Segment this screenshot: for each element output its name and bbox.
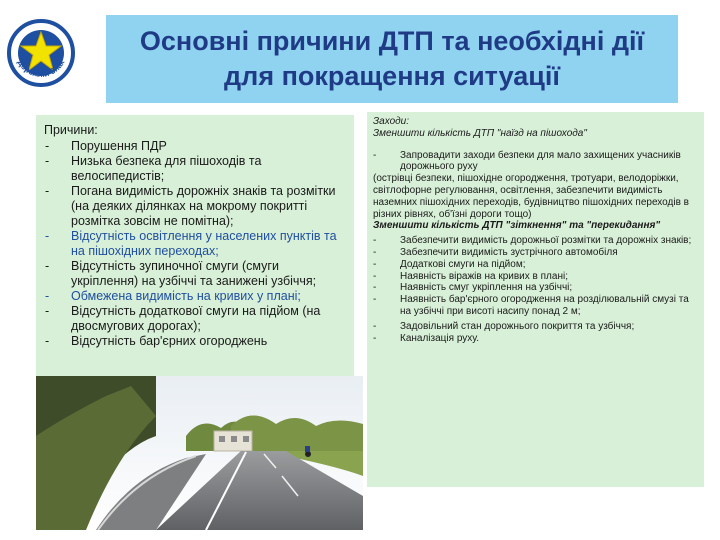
measures-heading: Заходи: bbox=[373, 116, 410, 127]
measures-panel bbox=[367, 112, 704, 487]
logo-text: Дорожній Знак bbox=[15, 58, 67, 79]
logo bbox=[6, 18, 76, 88]
measure-item: - Каналізація руху. bbox=[373, 332, 480, 344]
measure-item: - Наявність бар'єрного огородження на розділювальній смузі та на узбіччі при висоті насипу понад 2 м; bbox=[373, 294, 689, 317]
cause-item: - Відсутність освітлення у населених пунктів та на пішохідних переходах; bbox=[45, 229, 337, 258]
measure-item: - Задовільний стан дорожнього покриття та узбіччя; bbox=[373, 320, 635, 332]
measures-subheading-pedestrian: Зменшити кількість ДТП "наїзд на пішохода" bbox=[373, 127, 587, 139]
measure-item: - Наявність віражів на кривих в плані; bbox=[373, 270, 568, 282]
measure-item: - Забезпечити видимість дорожньої розмітки та дорожніх знаків; bbox=[373, 235, 692, 247]
cause-item: - Погана видимість дорожніх знаків та розмітки (на деяких ділянках на мокрому покритті розмітка зовсім не помітна); bbox=[45, 184, 336, 228]
measure-item: - Запровадити заходи безпеки для мало захищених учасників дорожнього руху bbox=[373, 149, 681, 173]
measures-paragraph: (острівці безпеки, пішохідне огородження, тротуари, велодоріжки, світлофорне регулювання, освітлення, забезпечити видимість наземних пішохідних переходів, будівництво пішохідних переходів в різних рівнях, об'їзні дороги тощо) bbox=[373, 173, 689, 220]
road-photo bbox=[36, 376, 363, 530]
measures-list-road bbox=[373, 321, 696, 345]
causes-heading: Причини: bbox=[44, 123, 98, 137]
cause-item: - Низька безпека для пішоходів та велосипедистів; bbox=[45, 154, 262, 183]
cause-item: - Відсутність зупиночної смуги (смуги укріплення) на узбіччі та занижені узбіччя; bbox=[45, 259, 317, 288]
measure-item: - Наявність смуг укріплення на узбіччі; bbox=[373, 282, 573, 294]
cause-item: - Відсутність бар'єрних огороджень bbox=[45, 334, 268, 348]
measures-list-collision bbox=[373, 235, 696, 318]
measure-item: - Додаткові смуги на підйом; bbox=[373, 258, 526, 270]
measures-subheading-collision: Зменшити кількість ДТП "зіткнення" та "перекидання" bbox=[373, 220, 661, 232]
measures-list-pedestrian bbox=[373, 150, 696, 174]
cause-item: - Порушення ПДР bbox=[45, 139, 167, 153]
cause-item: - Обмежена видимість на кривих у плані; bbox=[45, 289, 301, 303]
title-banner bbox=[106, 15, 678, 103]
cause-item: - Відсутність додаткової смуги на підйом (на двосмугових дорогах); bbox=[45, 304, 321, 333]
causes-list bbox=[44, 139, 348, 349]
causes-panel bbox=[36, 115, 354, 376]
page-title: Основні причини ДТП та необхідні дії для покращення ситуації bbox=[139, 26, 645, 91]
measure-item: - Забезпечити видимість зустрічного автомобіля bbox=[373, 246, 618, 258]
